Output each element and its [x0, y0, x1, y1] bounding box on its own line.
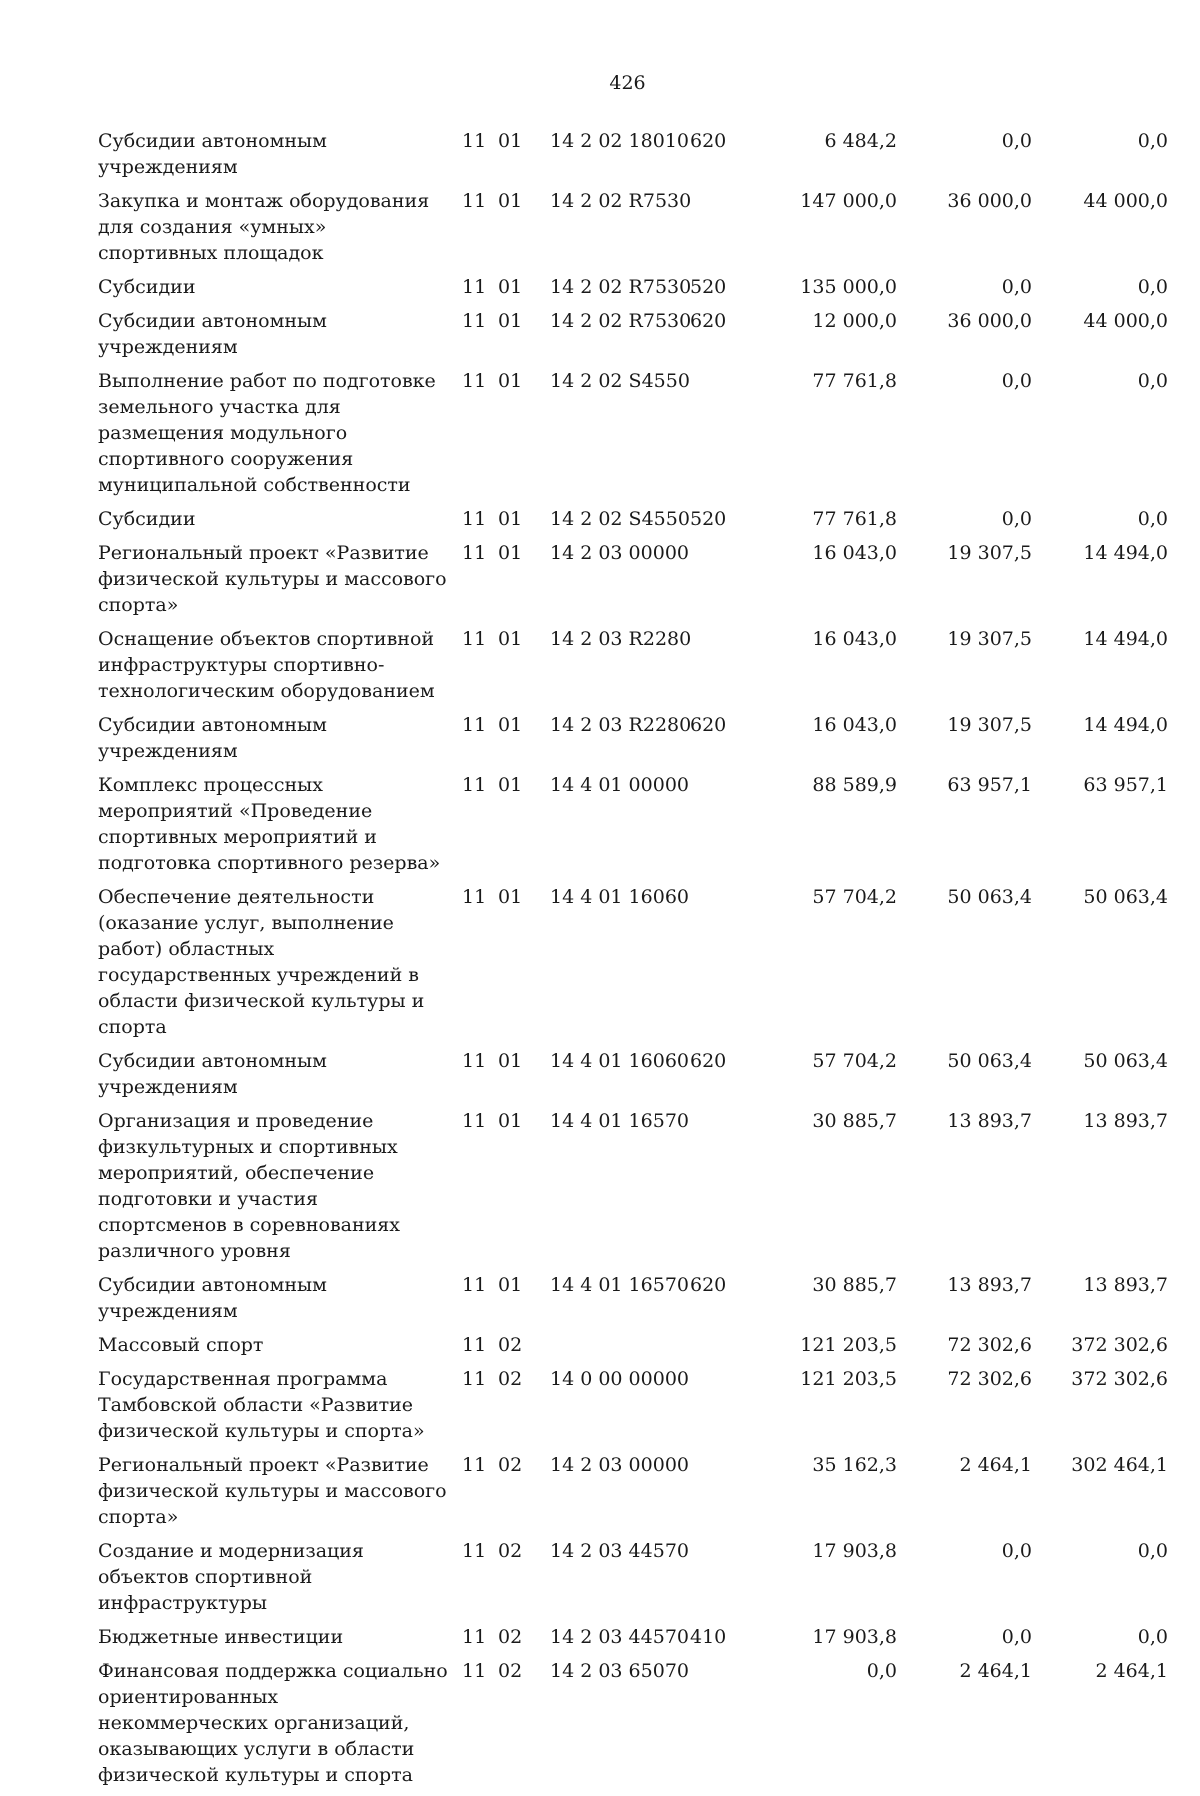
row-amount-year-3: 302 464,1: [1071, 1454, 1168, 1476]
row-amount-year-1: 57 704,2: [812, 886, 897, 908]
row-section-code: 11: [462, 714, 487, 736]
row-amount-year-2: 13 893,7: [947, 1110, 1032, 1132]
row-amount-year-2: 13 893,7: [947, 1274, 1032, 1296]
row-amount-year-1: 16 043,0: [812, 714, 897, 736]
row-subsection-code: 01: [498, 774, 523, 796]
row-expense-type: [690, 1332, 762, 1366]
row-amount-year-2: 50 063,4: [947, 1050, 1032, 1072]
row-section-code: 11: [462, 130, 487, 152]
row-subsection-code: 01: [498, 130, 523, 152]
row-target-article: 14 2 02 S4550: [550, 370, 690, 392]
row-name: Субсидии: [98, 276, 196, 298]
row-target-article: 14 2 03 44570: [550, 1626, 690, 1648]
row-name: Субсидии автономным учреждениям: [98, 1050, 327, 1098]
table-row: [98, 1108, 1168, 1272]
row-subsection-code: 01: [498, 310, 523, 332]
row-section-code: 11: [462, 1274, 487, 1296]
row-target-article: 14 2 03 65070: [550, 1660, 690, 1682]
row-expense-type: [690, 368, 762, 506]
row-target-article: 14 2 03 R2280: [550, 714, 692, 736]
row-amount-year-2: 0,0: [1001, 370, 1032, 392]
row-expense-type: [690, 1108, 762, 1272]
row-amount-year-1: 17 903,8: [812, 1626, 897, 1648]
row-subsection-code: 02: [498, 1660, 523, 1682]
row-subsection-code: 01: [498, 190, 523, 212]
row-expense-type: [690, 188, 762, 274]
row-name: Субсидии автономным учреждениям: [98, 714, 327, 762]
row-section-code: 11: [462, 774, 487, 796]
row-amount-year-1: 16 043,0: [812, 542, 897, 564]
row-subsection-code: 01: [498, 542, 523, 564]
row-subsection-code: 01: [498, 714, 523, 736]
row-name: Выполнение работ по подготовке земельного участка для размещения модульного спортивного сооружения муниципальной собственности: [98, 370, 436, 496]
row-amount-year-2: 19 307,5: [947, 628, 1032, 650]
row-amount-year-3: 0,0: [1137, 1626, 1168, 1648]
row-amount-year-1: 12 000,0: [812, 310, 897, 332]
row-subsection-code: 02: [498, 1454, 523, 1476]
row-amount-year-2: 36 000,0: [947, 190, 1032, 212]
budget-table: [98, 128, 1168, 1796]
row-subsection-code: 01: [498, 370, 523, 392]
table-row: [98, 1538, 1168, 1624]
row-name: Закупка и монтаж оборудования для создания «умных» спортивных площадок: [98, 190, 430, 264]
table-row: [98, 540, 1168, 626]
row-expense-type: [690, 1366, 762, 1452]
row-section-code: 11: [462, 628, 487, 650]
row-amount-year-2: 2 464,1: [959, 1660, 1032, 1682]
row-subsection-code: 02: [498, 1626, 523, 1648]
row-amount-year-1: 77 761,8: [812, 508, 897, 530]
row-name: Субсидии: [98, 508, 196, 530]
row-subsection-code: 01: [498, 1050, 523, 1072]
table-row: [98, 1048, 1168, 1108]
row-section-code: 11: [462, 1660, 487, 1682]
row-amount-year-3: 0,0: [1137, 370, 1168, 392]
row-subsection-code: 01: [498, 508, 523, 530]
row-expense-type: [690, 1658, 762, 1796]
row-target-article: 14 4 01 16570: [550, 1274, 690, 1296]
table-row: [98, 626, 1168, 712]
row-name: Массовый спорт: [98, 1334, 264, 1356]
row-expense-type: 620: [690, 130, 727, 152]
row-name: Бюджетные инвестиции: [98, 1626, 344, 1648]
row-subsection-code: 02: [498, 1540, 523, 1562]
row-amount-year-2: 72 302,6: [947, 1368, 1032, 1390]
row-amount-year-3: 14 494,0: [1083, 628, 1168, 650]
row-expense-type: [690, 1538, 762, 1624]
row-amount-year-1: 30 885,7: [812, 1110, 897, 1132]
row-amount-year-3: 0,0: [1137, 130, 1168, 152]
row-amount-year-2: 19 307,5: [947, 714, 1032, 736]
row-amount-year-2: 0,0: [1001, 1540, 1032, 1562]
row-name: Комплекс процессных мероприятий «Проведение спортивных мероприятий и подготовка спортивного резерва»: [98, 774, 441, 874]
row-name: Финансовая поддержка социально ориентированных некоммерческих организаций, оказывающих услуги в области физической культуры и спорта: [98, 1660, 448, 1786]
row-name: Государственная программа Тамбовской области «Развитие физической культуры и спорта»: [98, 1368, 425, 1442]
row-amount-year-2: 0,0: [1001, 276, 1032, 298]
row-section-code: 11: [462, 886, 487, 908]
row-amount-year-3: 13 893,7: [1083, 1274, 1168, 1296]
row-expense-type: 410: [690, 1626, 727, 1648]
row-target-article: 14 4 01 16060: [550, 886, 690, 908]
row-section-code: 11: [462, 370, 487, 392]
row-amount-year-3: 0,0: [1137, 1540, 1168, 1562]
row-amount-year-1: 147 000,0: [800, 190, 897, 212]
row-amount-year-3: 0,0: [1137, 276, 1168, 298]
row-target-article: 14 2 02 18010: [550, 130, 690, 152]
row-amount-year-3: 0,0: [1137, 508, 1168, 530]
row-amount-year-3: 372 302,6: [1071, 1368, 1168, 1390]
row-subsection-code: 01: [498, 1274, 523, 1296]
table-row: [98, 1332, 1168, 1366]
row-section-code: 11: [462, 190, 487, 212]
row-target-article: 14 2 02 S4550: [550, 508, 690, 530]
row-amount-year-1: 57 704,2: [812, 1050, 897, 1072]
row-amount-year-2: 72 302,6: [947, 1334, 1032, 1356]
row-name: Субсидии автономным учреждениям: [98, 310, 327, 358]
row-amount-year-3: 44 000,0: [1083, 310, 1168, 332]
row-section-code: 11: [462, 1626, 487, 1648]
row-amount-year-1: 121 203,5: [800, 1368, 897, 1390]
row-name: Субсидии автономным учреждениям: [98, 130, 327, 178]
row-section-code: 11: [462, 1334, 487, 1356]
row-target-article: [550, 1332, 690, 1366]
row-amount-year-1: 17 903,8: [812, 1540, 897, 1562]
row-expense-type: [690, 772, 762, 884]
row-expense-type: 620: [690, 714, 727, 736]
row-expense-type: 620: [690, 1274, 727, 1296]
row-section-code: 11: [462, 1110, 487, 1132]
row-amount-year-1: 6 484,2: [824, 130, 897, 152]
row-section-code: 11: [462, 276, 487, 298]
row-target-article: 14 4 01 00000: [550, 774, 690, 796]
table-row: [98, 308, 1168, 368]
row-target-article: 14 4 01 16570: [550, 1110, 690, 1132]
table-row: [98, 712, 1168, 772]
row-section-code: 11: [462, 1050, 487, 1072]
row-target-article: 14 4 01 16060: [550, 1050, 690, 1072]
row-target-article: 14 2 03 00000: [550, 542, 690, 564]
row-amount-year-3: 372 302,6: [1071, 1334, 1168, 1356]
row-amount-year-2: 63 957,1: [947, 774, 1032, 796]
row-section-code: 11: [462, 1540, 487, 1562]
row-name: Субсидии автономным учреждениям: [98, 1274, 327, 1322]
table-row: [98, 884, 1168, 1048]
row-expense-type: [690, 626, 762, 712]
row-subsection-code: 02: [498, 1334, 523, 1356]
table-row: [98, 128, 1168, 188]
row-section-code: 11: [462, 310, 487, 332]
row-amount-year-3: 14 494,0: [1083, 714, 1168, 736]
table-row: [98, 1366, 1168, 1452]
row-section-code: 11: [462, 542, 487, 564]
row-amount-year-3: 50 063,4: [1083, 1050, 1168, 1072]
row-name: Организация и проведение физкультурных и спортивных мероприятий, обеспечение подготовки и участия спортсменов в соревнованиях различного уровня: [98, 1110, 400, 1262]
row-amount-year-1: 121 203,5: [800, 1334, 897, 1356]
row-target-article: 14 2 02 R7530: [550, 190, 692, 212]
row-amount-year-1: 0,0: [866, 1660, 897, 1682]
table-row: [98, 188, 1168, 274]
row-amount-year-2: 0,0: [1001, 508, 1032, 530]
row-amount-year-3: 14 494,0: [1083, 542, 1168, 564]
row-expense-type: [690, 884, 762, 1048]
row-amount-year-2: 0,0: [1001, 130, 1032, 152]
row-section-code: 11: [462, 1368, 487, 1390]
row-section-code: 11: [462, 508, 487, 530]
row-expense-type: [690, 1452, 762, 1538]
row-target-article: 14 2 03 44570: [550, 1540, 690, 1562]
row-target-article: 14 2 03 00000: [550, 1454, 690, 1476]
row-amount-year-2: 19 307,5: [947, 542, 1032, 564]
row-target-article: 14 2 02 R7530: [550, 310, 692, 332]
page-number: 426: [609, 72, 646, 94]
row-expense-type: 520: [690, 508, 727, 530]
row-subsection-code: 01: [498, 886, 523, 908]
row-amount-year-1: 30 885,7: [812, 1274, 897, 1296]
row-amount-year-3: 44 000,0: [1083, 190, 1168, 212]
row-name: Обеспечение деятельности (оказание услуг, выполнение работ) областных государственных учреждений в области физической культуры и спорта: [98, 886, 425, 1038]
row-target-article: 14 2 03 R2280: [550, 628, 692, 650]
row-expense-type: 520: [690, 276, 727, 298]
table-row: [98, 1452, 1168, 1538]
row-expense-type: 620: [690, 310, 727, 332]
row-name: Региональный проект «Развитие физической культуры и массового спорта»: [98, 1454, 447, 1528]
row-amount-year-3: 13 893,7: [1083, 1110, 1168, 1132]
row-amount-year-1: 16 043,0: [812, 628, 897, 650]
row-amount-year-1: 135 000,0: [800, 276, 897, 298]
table-row: [98, 1624, 1168, 1658]
row-amount-year-1: 88 589,9: [812, 774, 897, 796]
row-subsection-code: 01: [498, 628, 523, 650]
row-amount-year-2: 36 000,0: [947, 310, 1032, 332]
row-subsection-code: 01: [498, 276, 523, 298]
table-row: [98, 1272, 1168, 1332]
row-amount-year-3: 50 063,4: [1083, 886, 1168, 908]
row-amount-year-2: 50 063,4: [947, 886, 1032, 908]
row-subsection-code: 01: [498, 1110, 523, 1132]
row-amount-year-2: 0,0: [1001, 1626, 1032, 1648]
row-name: Оснащение объектов спортивной инфраструктуры спортивно-технологическим оборудованием: [98, 628, 435, 702]
table-row: [98, 274, 1168, 308]
row-section-code: 11: [462, 1454, 487, 1476]
row-amount-year-3: 63 957,1: [1083, 774, 1168, 796]
row-target-article: 14 0 00 00000: [550, 1368, 690, 1390]
row-expense-type: 620: [690, 1050, 727, 1072]
table-body: [98, 128, 1168, 1796]
row-amount-year-1: 35 162,3: [812, 1454, 897, 1476]
row-target-article: 14 2 02 R7530: [550, 276, 692, 298]
table-row: [98, 772, 1168, 884]
row-subsection-code: 02: [498, 1368, 523, 1390]
row-amount-year-1: 77 761,8: [812, 370, 897, 392]
row-name: Региональный проект «Развитие физической культуры и массового спорта»: [98, 542, 447, 616]
table-row: [98, 506, 1168, 540]
row-name: Создание и модернизация объектов спортивной инфраструктуры: [98, 1540, 364, 1614]
row-amount-year-2: 2 464,1: [959, 1454, 1032, 1476]
table-row: [98, 1658, 1168, 1796]
table-row: [98, 368, 1168, 506]
row-expense-type: [690, 540, 762, 626]
row-amount-year-3: 2 464,1: [1095, 1660, 1168, 1682]
